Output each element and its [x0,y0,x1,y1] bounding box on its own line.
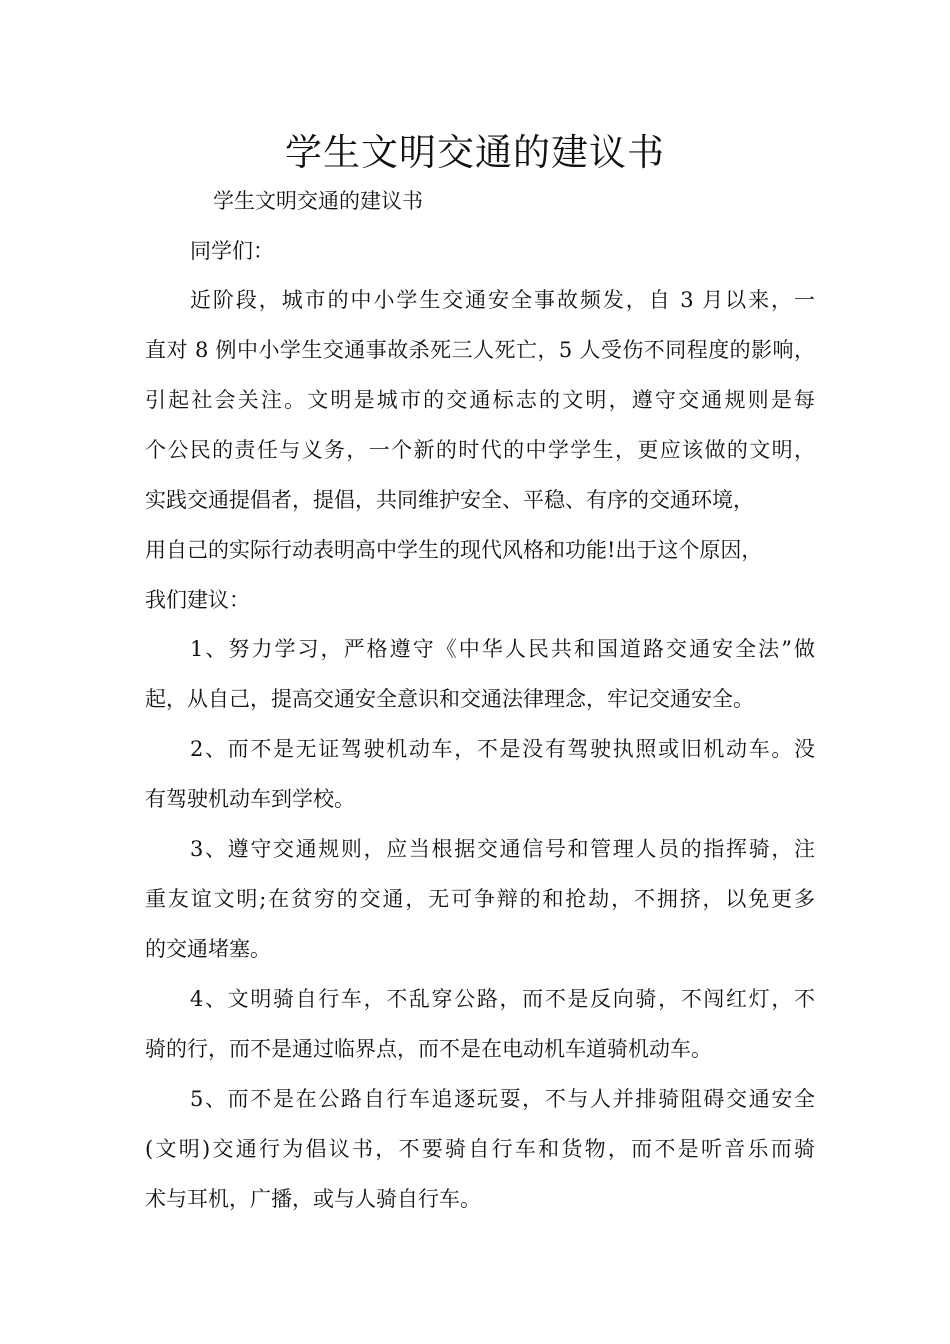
paragraph-line: 3、遵守交通规则，应当根据交通信号和管理人员的指挥骑，注 [190,837,815,861]
paragraph-line: 1、努力学习，严格遵守《中华人民共和国道路交通安全法”做 [190,637,815,661]
paragraph-line: 有驾驶机动车到学校。 [145,787,355,811]
paragraph-line: 的交通堵塞。 [145,937,271,961]
paragraph-line: (文明)交通行为倡议书，不要骑自行车和货物，而不是听音乐而骑 [145,1137,815,1161]
salutation: 同学们： [190,239,274,263]
paragraph-line: 4、文明骑自行车，不乱穿公路，而不是反向骑，不闯红灯，不 [190,987,815,1011]
paragraph-item-5 [145,1074,815,1224]
paragraph-line: 近阶段，城市的中小学生交通安全事故频发，自 3 月以来，一 [190,288,815,312]
paragraph-line: 2、而不是无证驾驶机动车，不是没有驾驶执照或旧机动车。没 [190,737,815,761]
paragraph-line: 我们建议： [145,588,250,612]
document-title: 学生文明交通的建议书 [285,131,665,174]
paragraph-line: 骑的行，而不是通过临界点，而不是在电动机车道骑机动车。 [145,1037,712,1061]
paragraph-line: 个公民的责任与义务，一个新的时代的中学学生，更应该做的文明， [145,438,815,462]
document-subtitle: 学生文明交通的建议书 [213,189,423,213]
paragraph-intro [145,275,815,625]
paragraph-line: 直对 8 例中小学生交通事故杀死三人死亡，5 人受伤不同程度的影响， [145,338,815,362]
paragraph-item-2 [145,724,815,824]
paragraph-line: 重友谊文明;在贫穷的交通，无可争辩的和抢劫，不拥挤，以免更多 [145,887,815,911]
paragraph-line: 5、而不是在公路自行车追逐玩耍，不与人并排骑阻碍交通安全 [190,1087,815,1111]
paragraph-line: 术与耳机，广播，或与人骑自行车。 [145,1187,481,1211]
paragraph-item-3 [145,824,815,974]
paragraph-line: 实践交通提倡者，提倡，共同维护安全、平稳、有序的交通环境， [145,488,754,512]
paragraph-item-4 [145,974,815,1074]
paragraph-line: 用自己的实际行动表明高中学生的现代风格和功能!出于这个原因， [145,538,763,562]
paragraph-line: 引起社会关注。文明是城市的交通标志的文明，遵守交通规则是每 [145,388,815,412]
paragraph-item-1 [145,624,815,724]
paragraph-line: 起，从自己，提高交通安全意识和交通法律理念，牢记交通安全。 [145,687,754,711]
